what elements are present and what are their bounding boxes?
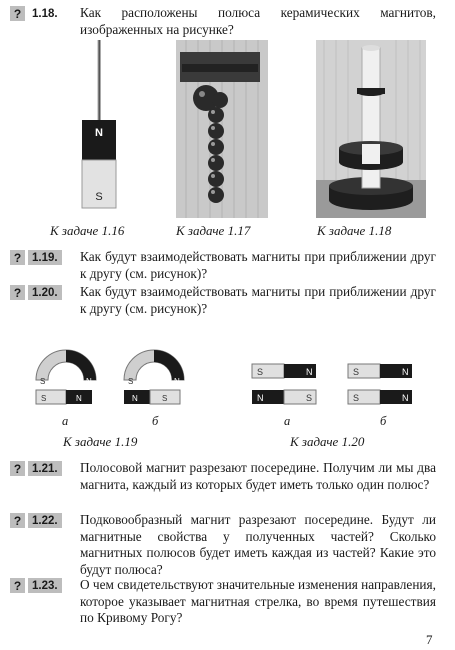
problem-badge-1-21 (10, 461, 62, 476)
problem-badge-1-22 (10, 513, 62, 528)
question-icon: ? (10, 6, 25, 21)
question-icon: ? (10, 578, 25, 593)
problem-text-1-18: Как расположены полюса керамических магнитов, изображенных на рисунке? (80, 5, 436, 37)
pole-label-s: S (353, 367, 360, 377)
problem-badge-1-23 (10, 578, 62, 593)
problem-text-1-21: Полосовой магнит разрезают посередине. Получим ли мы два магнита, каждый из которых будет иметь только один полюс? (80, 460, 436, 492)
photo-magnet-chain (176, 40, 268, 218)
problem-number: 1.22. (28, 513, 62, 528)
pole-label-s: S (95, 191, 103, 203)
problem-text-1-20: Как будут взаимодействовать магниты при приближении друг к другу (см. рисунок)? (80, 284, 436, 316)
problem-number: 1.21. (28, 461, 62, 476)
pole-label-s: S (257, 367, 264, 377)
sublabel-a: а (62, 414, 69, 428)
caption-1-20: К задаче 1.20 (290, 434, 365, 449)
question-icon: ? (10, 461, 25, 476)
problem-number: 1.20. (28, 285, 62, 300)
pole-label-s: S (353, 393, 360, 403)
sublabel-a: а (284, 414, 291, 428)
pole-label-n: N (306, 367, 313, 377)
caption-1-18: К задаче 1.18 (317, 223, 392, 238)
problem-text-1-19: Как будут взаимодействовать магниты при приближении друг к другу (см. рисунок)? (80, 249, 436, 281)
photo-needle-magnet (70, 40, 130, 218)
figure-1-19 (28, 328, 208, 410)
caption-1-19: К задаче 1.19 (63, 434, 138, 449)
pole-label-n: N (86, 377, 92, 386)
pole-label-n: N (257, 393, 264, 403)
problem-text-1-23: О чем свидетельствуют значительные изменения направления, которое указывает магнитная стрелка, во время путешествия по Кривому Рогу? (80, 577, 436, 625)
problem-badge-1-18 (10, 6, 62, 21)
page-number: 7 (426, 632, 433, 647)
pole-label-s: S (40, 377, 46, 386)
caption-1-16: К задаче 1.16 (50, 223, 125, 238)
pole-label-s: S (162, 394, 168, 403)
pole-label-n: N (76, 394, 82, 403)
caption-1-17: К задаче 1.17 (176, 223, 251, 238)
question-icon: ? (10, 285, 25, 300)
pole-label-s: S (128, 377, 134, 386)
pole-label-n: N (402, 393, 409, 403)
problem-number: 1.18. (32, 7, 58, 20)
photo-ring-magnets (316, 40, 426, 218)
problem-text-1-22: Подковообразный магнит разрезают посередине. Будут ли магнитные свойства у полученных частей? Сколько магнитных полюсов будет иметь каждая из частей? Какие это будут полюса? (80, 512, 436, 577)
question-icon: ? (10, 513, 25, 528)
problem-badge-1-20 (10, 285, 62, 300)
pole-label-n: N (95, 127, 103, 139)
sublabel-b: б (152, 414, 159, 428)
question-icon: ? (10, 250, 25, 265)
figure-1-20 (248, 360, 423, 410)
pole-label-n: N (132, 394, 138, 403)
sublabel-b: б (380, 414, 387, 428)
pole-label-s: S (41, 394, 47, 403)
problem-badge-1-19 (10, 250, 62, 265)
pole-label-s: S (306, 393, 313, 403)
problem-number: 1.23. (28, 578, 62, 593)
pole-label-n: N (174, 377, 180, 386)
pole-label-n: N (402, 367, 409, 377)
problem-number: 1.19. (28, 250, 62, 265)
